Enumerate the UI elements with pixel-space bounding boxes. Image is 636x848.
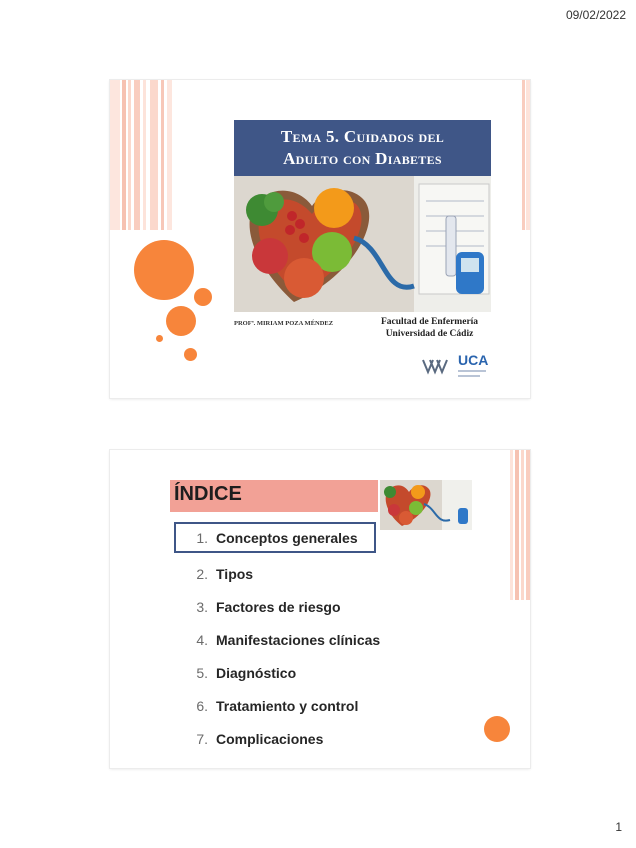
faculty-line-2: Universidad de Cádiz [385, 329, 474, 339]
toc-item-label: Complicaciones [216, 730, 324, 747]
decorative-circle [184, 348, 197, 361]
toc-item-number: 3. [196, 598, 208, 615]
decorative-stripes-right [522, 80, 530, 230]
title-line-2: Adulto con Diabetes [283, 149, 442, 168]
decorative-stripes-left [110, 80, 172, 230]
toc-item-number: 4. [196, 631, 208, 648]
toc-item[interactable] [176, 524, 374, 551]
toc-item-number: 2. [196, 565, 208, 582]
toc-item-number: 6. [196, 697, 208, 714]
faculty-emblem-icon [420, 354, 450, 376]
faculty-line-1: Facultad de Enfermería [380, 317, 479, 327]
index-title: ÍNDICE [174, 483, 242, 505]
slide-title [110, 80, 530, 398]
logo-subtext-line [458, 375, 480, 377]
toc-item-label: Factores de riesgo [216, 598, 341, 615]
toc-item-label: Tratamiento y control [216, 697, 359, 714]
toc-item[interactable] [180, 689, 380, 722]
toc-item-number: 1. [196, 529, 208, 546]
toc-item[interactable] [180, 722, 380, 755]
decorative-circle [166, 306, 196, 336]
toc-item-label: Manifestaciones clínicas [216, 631, 381, 648]
toc-item-label: Conceptos generales [216, 529, 358, 546]
uca-logo-text: UCA [458, 352, 489, 368]
food-and-glucometer-photo [234, 176, 491, 312]
toc-item-number: 7. [196, 730, 208, 747]
professor-name: PROFª. MIRIAM POZA MÉNDEZ [234, 320, 334, 327]
toc-item-label: Tipos [216, 565, 254, 582]
decorative-circle [134, 240, 194, 300]
print-date: 09/02/2022 [565, 8, 626, 22]
decorative-circle [484, 716, 510, 742]
university-logo [418, 350, 498, 380]
toc-item[interactable] [180, 590, 380, 623]
food-and-glucometer-thumbnail [380, 480, 472, 530]
title-line-1: Tema 5. Cuidados del [280, 127, 445, 146]
slide-title-box [234, 120, 491, 176]
slide-index [110, 450, 530, 768]
toc-item[interactable] [180, 557, 380, 590]
table-of-contents [180, 524, 380, 755]
decorative-circle [194, 288, 212, 306]
toc-item[interactable] [180, 656, 380, 689]
page-number: 1 [615, 820, 622, 834]
toc-item-number: 5. [196, 664, 208, 681]
decorative-circle [156, 335, 163, 342]
decorative-stripes-right [510, 450, 530, 600]
faculty-name [362, 316, 497, 340]
toc-item-label: Diagnóstico [216, 664, 297, 681]
toc-item[interactable] [180, 623, 380, 656]
logo-subtext-line [458, 370, 486, 372]
